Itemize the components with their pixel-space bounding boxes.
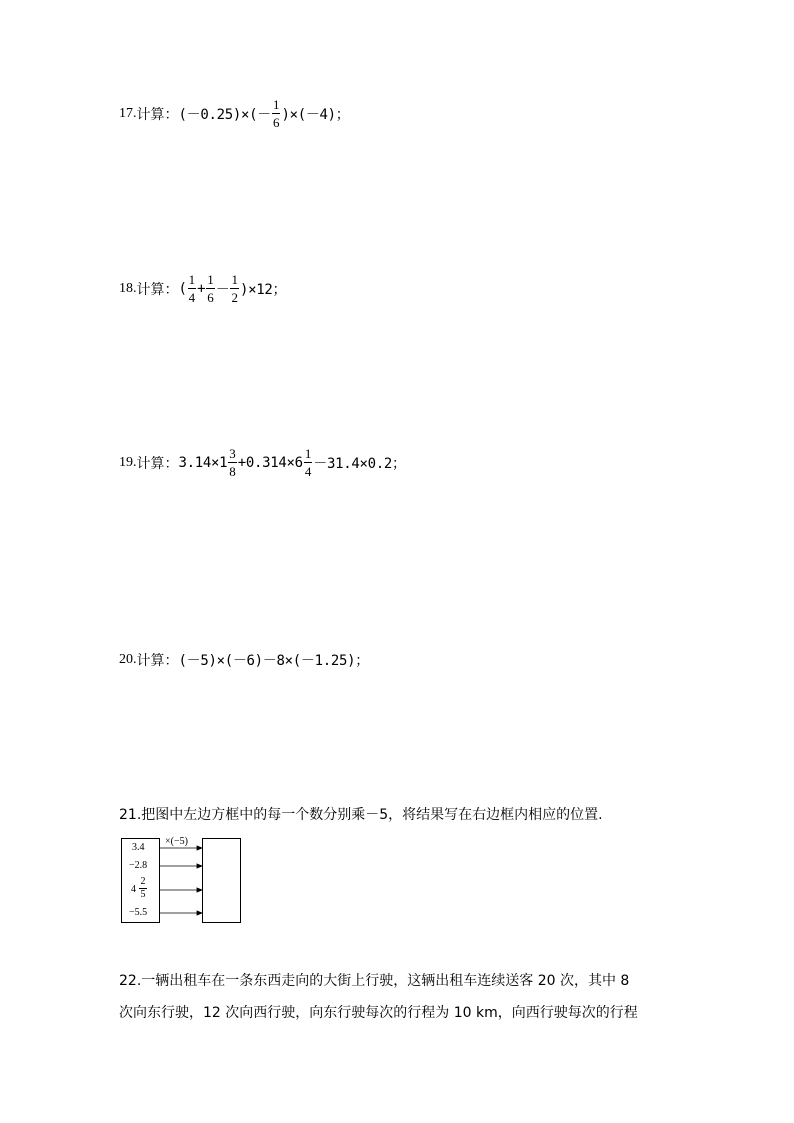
figure-value-2: −2.8 xyxy=(129,860,148,871)
fraction-numerator: 1 xyxy=(188,272,196,287)
question-21 xyxy=(119,800,699,830)
question-18-op-minus: － xyxy=(215,281,230,298)
fraction-numerator: 1 xyxy=(231,272,238,287)
figure-value-3-denominator: 5 xyxy=(140,889,146,900)
question-18-fraction-2 xyxy=(206,273,215,304)
question-17-fraction xyxy=(272,98,281,129)
question-18-fraction-3 xyxy=(230,273,239,304)
figure-value-4: −5.5 xyxy=(129,907,148,918)
fraction-denominator: 6 xyxy=(272,115,280,130)
question-21-text: 21.把图中左边方框中的每一个数分别乘－5，将结果写在右边框内相应的位置. xyxy=(119,807,603,823)
question-18-number: 18. xyxy=(119,280,137,296)
question-20-expr: (－5)×(－6)－8×(－1.25)； xyxy=(178,653,369,669)
question-19-expr-mid: +0.314×6 xyxy=(237,454,303,471)
question-20-label: 计算： xyxy=(136,653,179,669)
question-19-expr-post: －31.4×0.2； xyxy=(313,455,406,472)
question-17-expr-pre: (－0.25)×(－ xyxy=(178,106,271,123)
question-20-number: 20. xyxy=(119,652,137,667)
question-19-fraction-2 xyxy=(304,447,313,478)
fraction-denominator: 8 xyxy=(229,464,236,479)
question-17-label: 计算： xyxy=(136,106,179,123)
figure-value-3-whole: 4 xyxy=(131,884,136,895)
question-22-line-2: 次向东行驶，12 次向西行驶，向东行驶每次的行程为 10 km，向西行驶每次的行程 xyxy=(119,1005,638,1021)
fraction-denominator: 4 xyxy=(188,290,196,305)
figure-value-1: 3.4 xyxy=(132,842,145,853)
question-18-expr-post: )×12； xyxy=(239,281,287,298)
question-17-number: 17. xyxy=(119,105,137,121)
question-19-number: 19. xyxy=(119,454,137,470)
fraction-denominator: 2 xyxy=(231,290,238,305)
question-17-expr-post: )×(－4)； xyxy=(281,106,350,123)
question-19-expr-pre: 3.14×1 xyxy=(178,454,228,471)
question-17 xyxy=(119,98,349,129)
question-22 xyxy=(119,966,699,1028)
question-18-label: 计算： xyxy=(136,281,179,298)
fraction-numerator: 3 xyxy=(229,446,236,461)
fraction-denominator: 6 xyxy=(207,290,214,305)
fraction-numerator: 1 xyxy=(272,97,280,112)
figure-value-3-numerator: 2 xyxy=(140,876,146,887)
question-19-label: 计算： xyxy=(136,455,179,472)
question-22-line-1: 22.一辆出租车在一条东西走向的大街上行驶，这辆出租车连续送客 20 次，其中 8 xyxy=(119,973,630,989)
question-18-op-plus: + xyxy=(197,280,206,297)
question-19-fraction-1 xyxy=(228,447,237,478)
question-18 xyxy=(119,273,286,304)
question-21-figure xyxy=(121,836,243,924)
fraction-denominator: 4 xyxy=(304,464,312,479)
question-18-fraction-1 xyxy=(188,273,197,304)
figure-operation-label: ×(−5) xyxy=(165,836,188,847)
fraction-numerator: 1 xyxy=(304,446,312,461)
question-19 xyxy=(119,447,406,478)
fraction-numerator: 1 xyxy=(207,272,214,287)
question-20 xyxy=(119,650,369,670)
question-18-open-paren: ( xyxy=(178,280,187,297)
